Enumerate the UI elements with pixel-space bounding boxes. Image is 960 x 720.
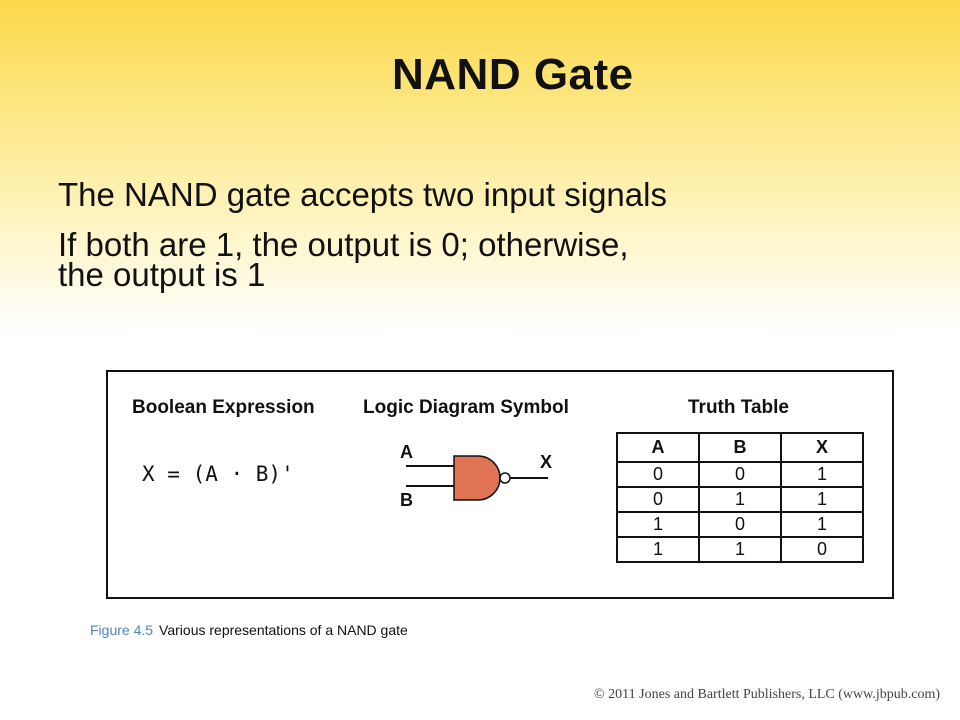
bullet-item: If both are 1, the output is 0; otherwise, the output is 1 [58,226,629,293]
cell: 0 [699,512,781,537]
input-b-label: B [400,490,413,510]
truth-table-row [617,537,863,562]
figure-panel [106,370,894,599]
caption-text: Various representations of a NAND gate [159,622,408,638]
bullet-item: The NAND gate accepts two input signals [58,176,667,213]
figure-number: Figure 4.5 [90,622,154,638]
output-x-label: X [540,452,553,472]
truth-table [616,432,864,563]
logic-diagram-heading: Logic Diagram Symbol [363,397,569,418]
nand-gate-symbol [396,438,566,518]
boolean-expression: X = (A · B)' [142,462,294,486]
nand-gate-body [454,456,500,500]
cell: 0 [699,462,781,487]
copyright-notice: © 2011 Jones and Bartlett Publishers, LLC (www.jbpub.com) [594,687,940,702]
cell: 1 [781,462,863,487]
slide-title: NAND Gate [392,50,634,99]
cell: 1 [699,537,781,562]
inversion-bubble [500,473,510,483]
header-b: B [699,433,781,462]
truth-table-heading: Truth Table [688,397,789,418]
input-a-label: A [400,442,413,462]
cell: 1 [617,537,699,562]
cell: 1 [617,512,699,537]
truth-table-header-row [617,433,863,462]
truth-table-row [617,487,863,512]
boolean-expression-heading: Boolean Expression [132,397,315,418]
truth-table-row [617,512,863,537]
figure-caption [90,622,408,638]
cell: 0 [617,462,699,487]
cell: 0 [781,537,863,562]
cell: 1 [699,487,781,512]
header-x: X [781,433,863,462]
header-a: A [617,433,699,462]
bullet-list [58,176,818,310]
cell: 1 [781,512,863,537]
truth-table-row [617,462,863,487]
cell: 1 [781,487,863,512]
cell: 0 [617,487,699,512]
